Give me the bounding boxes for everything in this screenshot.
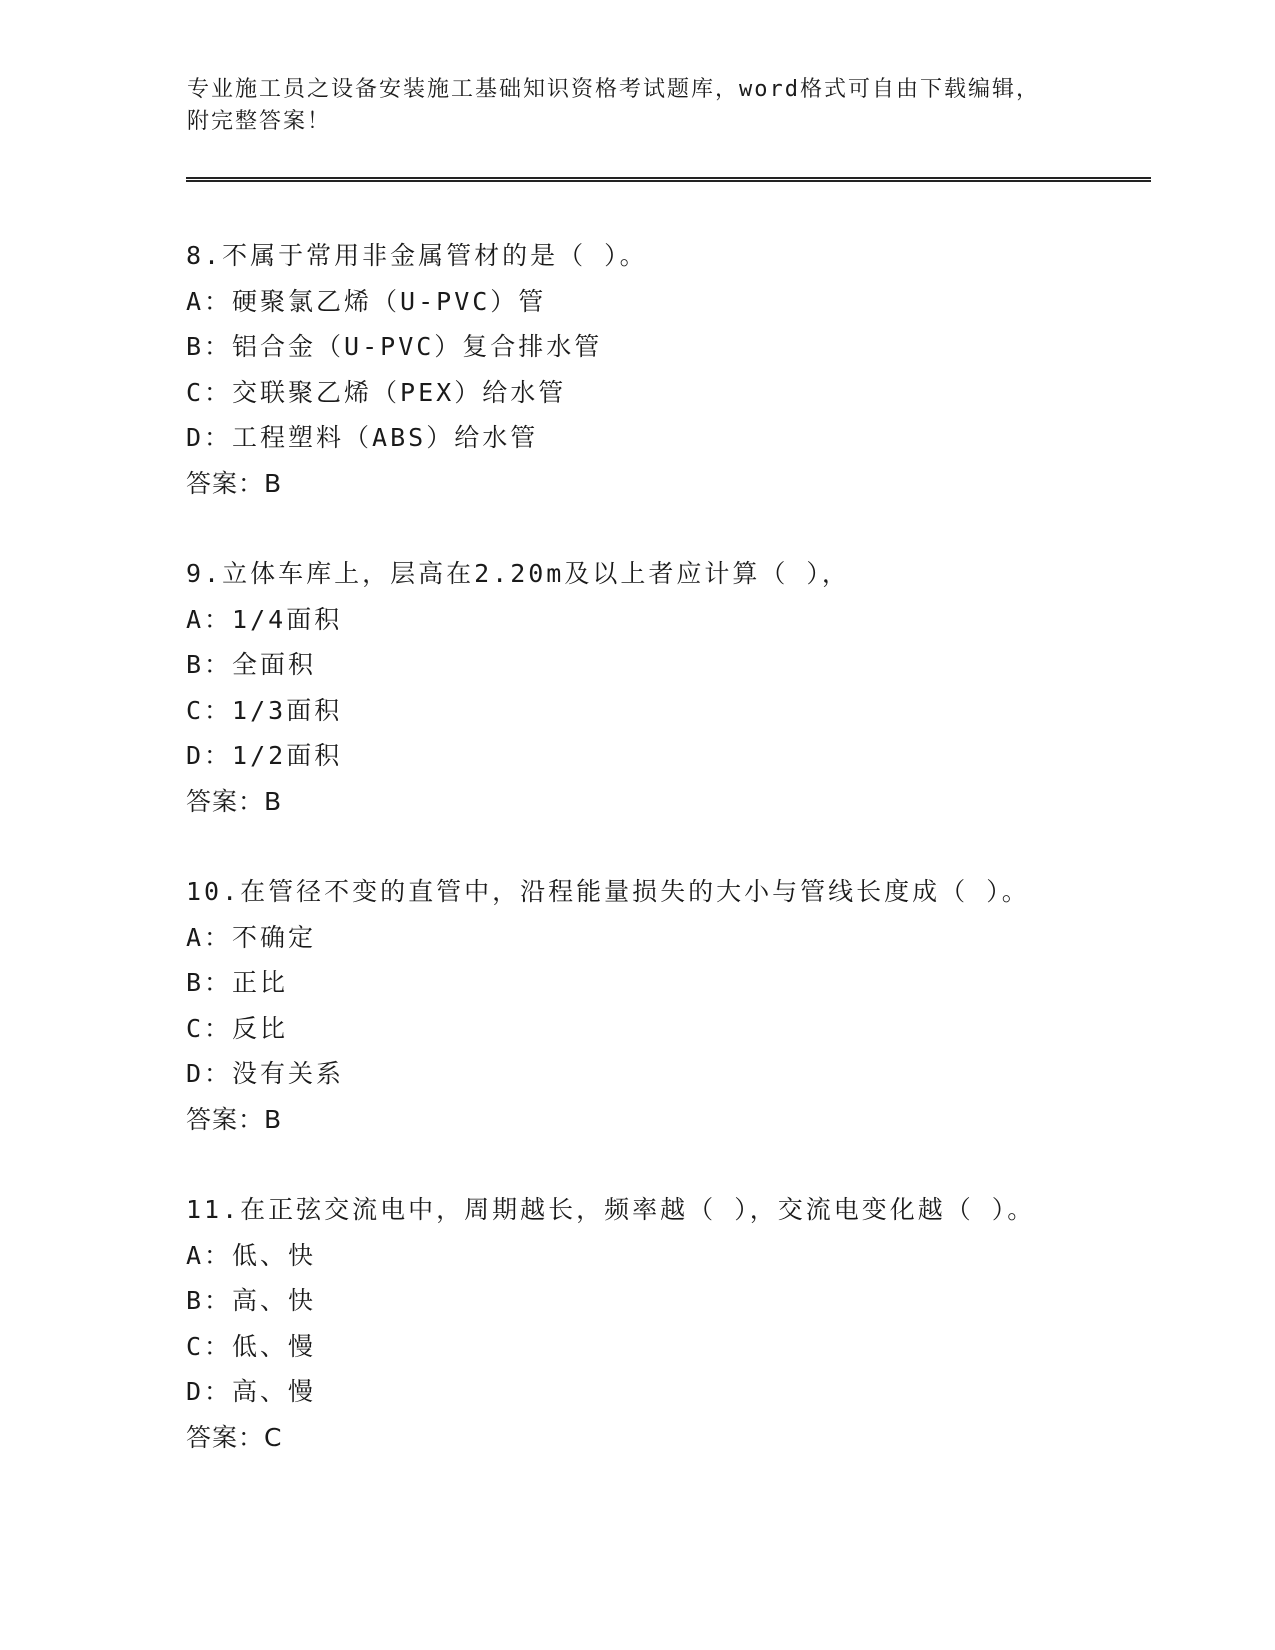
answer: 答案：B xyxy=(186,786,283,816)
option-b: B：高、快 xyxy=(186,1286,317,1315)
question-9 xyxy=(186,551,1186,824)
question-8 xyxy=(186,233,1186,506)
question-11 xyxy=(186,1187,1186,1460)
header-line-2: 附完整答案！ xyxy=(187,109,332,134)
header-line-1: 专业施工员之设备安装施工基础知识资格考试题库，word格式可自由下载编辑， xyxy=(187,77,1040,102)
answer: 答案：B xyxy=(186,1104,283,1134)
document-header xyxy=(187,74,1067,138)
question-title: 8.不属于常用非金属管材的是（ ）。 xyxy=(186,241,648,270)
option-a: A：低、快 xyxy=(186,1240,317,1270)
option-d: D：高、慢 xyxy=(186,1377,317,1406)
option-b: B：正比 xyxy=(186,968,289,997)
option-a: A：1/4面积 xyxy=(186,604,343,634)
question-title: 10.在管径不变的直管中，沿程能量损失的大小与管线长度成（ ）。 xyxy=(186,877,1030,906)
header-divider xyxy=(186,177,1151,182)
option-b: B：铝合金（U-PVC）复合排水管 xyxy=(186,332,603,361)
option-c: C：交联聚乙烯（PEX）给水管 xyxy=(186,377,567,407)
question-title: 9.立体车库上，层高在2.20m及以上者应计算（ ）， xyxy=(186,559,850,588)
option-c: C：低、慢 xyxy=(186,1331,317,1361)
answer: 答案：C xyxy=(186,1422,283,1452)
option-d: D：1/2面积 xyxy=(186,741,343,770)
option-d: D：工程塑料（ABS）给水管 xyxy=(186,423,539,452)
option-c: C：1/3面积 xyxy=(186,695,343,725)
question-title: 11.在正弦交流电中，周期越长，频率越（ ），交流电变化越（ ）。 xyxy=(186,1195,1036,1224)
option-b: B：全面积 xyxy=(186,650,317,679)
option-c: C：反比 xyxy=(186,1013,289,1043)
option-d: D：没有关系 xyxy=(186,1059,345,1088)
answer: 答案：B xyxy=(186,468,283,498)
option-a: A：不确定 xyxy=(186,922,317,952)
option-a: A：硬聚氯乙烯（U-PVC）管 xyxy=(186,286,547,316)
question-10 xyxy=(186,869,1186,1142)
